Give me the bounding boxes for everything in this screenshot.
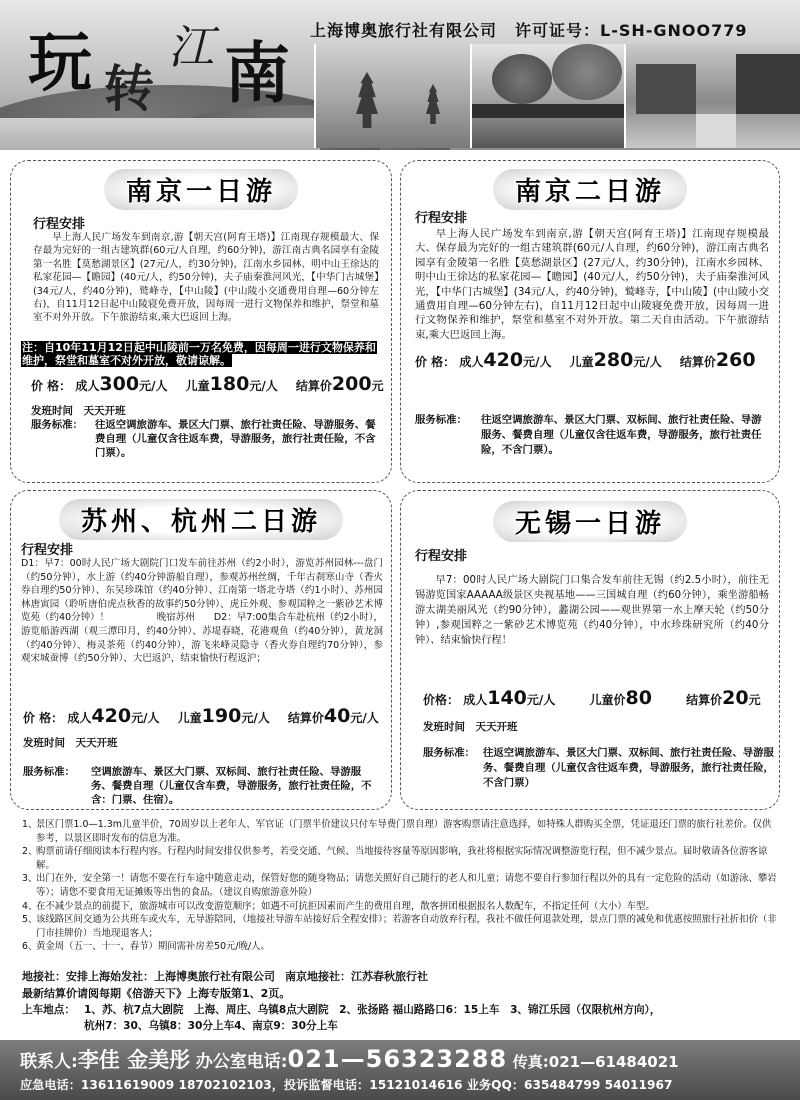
- contact-footer: [0, 1040, 800, 1100]
- terms-item: 4、 在不减少景点的前提下，旅游城市可以改变游览顺序；如遇不可抗拒因素而产生的费用自理，散客拼团根据报名人数配车，不指定任何（大小）车型。: [22, 900, 655, 912]
- price-row: 价 格： 成人420元/人 儿童190元/人 结算价40元/人: [23, 705, 379, 727]
- adult-price: 300: [99, 373, 140, 395]
- settle-price: 20: [722, 687, 749, 709]
- departure-time: 发班时间 天天开班: [23, 737, 118, 749]
- photo-water-town-trees: [470, 44, 624, 148]
- office-phone: 021—56323288: [287, 1045, 508, 1073]
- panel-title: 苏州、杭州二日游: [59, 499, 343, 540]
- logo-char: 转: [104, 59, 154, 118]
- terms-item: 2、 购票前请仔细阅读本行程内容。行程内时间安排仅供参考，若受交通、气候、当地接待容量等原因影响，我社将根据实际情况调整游览行程，但不减少景点。届时敬请各位游客谅解。: [22, 846, 768, 871]
- header-banner: [0, 0, 800, 150]
- child-price: 80: [625, 687, 652, 709]
- terms-item: 6、 黄金周（五一、十一、春节）期间需补房差50元/晚/人。: [22, 941, 270, 953]
- magazine-note: 最新结算价请阅每期《倍游天下》上海专版第1、2页。: [22, 987, 291, 1000]
- price-row: 价 格： 成人300元/人 儿童180元/人 结算价200元: [31, 373, 384, 395]
- section-heading: 行程安排: [21, 543, 74, 558]
- photo-lake-pagoda: [314, 44, 470, 148]
- departure-time: 发班时间 天天开班: [31, 405, 126, 417]
- terms-item: 5、 该线路区间交通为公共班车或火车，无导游陪同，（地接社导游车站接好后全程安排）；若游客自动放弃行程，我社不做任何退款处理，景点门票的减免和优惠按照旅行社折扣价（非门市挂牌价）当地现退客人；: [22, 914, 777, 939]
- logo-char: 南: [224, 34, 290, 112]
- panel-title: 无锡一日游: [493, 501, 687, 542]
- emergency-contacts: 应急电话：13611619009 18702102103，投诉监督电话：15121014616 业务QQ：635484799 54011967: [20, 1078, 673, 1092]
- section-heading: 行程安排: [33, 217, 86, 232]
- settle-price: 260: [715, 349, 756, 371]
- fax-number: 传真:021—61484021: [512, 1053, 679, 1071]
- departure-time: 发班时间 天天开班: [423, 721, 518, 733]
- itinerary-text: 早上海人民广场发车到南京,游【朝天宫(阿育王塔)】江南现存规模最大、保存最为完好的一组古建筑群(60元/人自理，约60分钟)，游江南古典名园享有金陵第一名胜【莫愁湖景区】(27元/人，约30分钟)，江南水乡园林、明中山王徐达的私家花园—【瞻园】(40元/人，约50分钟)，夫子庙秦淮河风光，【中华门古城堡】(34元/人，约40分钟)，鹫峰寺，【中山陵】(中山陵小交通费用自理—60分钟左右)，自11月12日起中山陵寝免费开放，因每周一进行文物保养和维护，祭堂和墓室不对外开放。下午旅游结束,乘大巴返回上海。: [33, 232, 379, 324]
- adult-price: 420: [91, 705, 132, 727]
- logo-char: 江: [168, 20, 214, 74]
- ground-agencies: 地接社：安排上海始发社：上海博奥旅行社有限公司 南京地接社：江苏春秋旅行社: [22, 970, 428, 983]
- notice-text: 注：自10年11月12日起中山陵前一万名免费，因每周一进行文物保养和维护，祭堂和墓室不对外开放，敬请谅解。: [22, 341, 376, 367]
- tour-panel-suzhou-hangzhou-2day: 苏州、杭州二日游 行程安排 D1：早7：00时人民广场大剧院门口发车前往苏州（约2小时），游览苏州园林---盘门（约50分钟），水上游（约40分钟游船自理），参观苏州丝绸，千年古刹寒山寺（香火券自理约50分钟）、东吴珍珠馆（约40分钟）、江南第一塔北寺塔（约1小时）、苏州园林唐寅园（聆听唐伯虎点秋香的故事约50分钟）、虎丘外观、参观国粹之一紫砂艺术博览苑（约40分钟）！ 晚宿苏州 D2：早7:00集合车赴杭州（约2小时），游览船游西湖（观三潭印月，约40分钟）、苏堤春晓，花港观鱼（约40分钟），黄龙洞（约40分钟）、梅灵茶苑（约40分钟），游飞来峰灵隐寺（香火券自理约70分钟），参观宋城蚕博（约50分钟）、大巴返沪，结束愉快行程返沪； 价 格： 成人420元/人 儿童190元/人 结算价40元/人 发班时间 天天开班 服务标准： 空调旅游车、景区大门票、双标间、旅行社责任险、导游服务、餐费自理（儿童仅含车费，导游服务，旅行社责任险，不含：门票、住宿）。: [10, 490, 392, 810]
- contact-names: 李佳 金美彤: [77, 1048, 191, 1072]
- tour-panel-nanjing-2day: 南京二日游 行程安排 早上海人民广场发车到南京,游【朝天宫(阿育王塔)】江南现存规模最大、保存最为完好的一组古建筑群(60元/人自理，约60分钟)，游江南古典名园享有金陵第一名胜【莫愁湖景区】(27元/人，约30分钟)，江南水乡园林、明中山王徐达的私家花园—【瞻园】(40元/人，约50分钟)，夫子庙秦淮河风光，【中华门古城堡】(34元/人，约40分钟)，鹫峰寺，【中山陵】(中山陵小交通费用自理—60分钟左右)，自11月12日起中山陵寝免费开放，因每周一进行文物保养和维护，祭堂和墓室不对外开放。第二天自由活动。下午旅游结束,乘大巴返回上海。 价 格： 成人420元/人 儿童280元/人 结算价260 服务标准： 往返空调旅游车、景区大门票、双标间、旅行社责任险、导游服务、餐费自理（儿童仅含往返车费，导游服务，旅行社责任险，不含门票）。: [400, 160, 780, 483]
- pagoda-icon: [426, 84, 440, 124]
- section-heading: 行程安排: [415, 549, 468, 564]
- price-row: 价 格： 成人420元/人 儿童280元/人 结算价260: [415, 349, 756, 371]
- terms-item: 3、 出门在外，安全第一！请您不要在行车途中随意走动，保管好您的随身物品；请您关照好自己随行的老人和儿童；请您不要自行参加行程以外的具有一定危险的活动（如游泳、攀岩等）；请您不要食用无证摊贩等出售的食品。（建议自购旅游意外险）: [22, 873, 777, 898]
- itinerary-text: D1：早7：00时人民广场大剧院门口发车前往苏州（约2小时），游览苏州园林---盘门（约50分钟），水上游（约40分钟游船自理），参观苏州丝绸，千年古刹寒山寺（香火券自理约50分钟）、东吴珍珠馆（约40分钟）、江南第一塔北寺塔（约1小时）、苏州园林唐寅园（聆听唐伯虎点秋香的故事约50分钟）、虎丘外观、参观国粹之一紫砂艺术博览苑（约40分钟）！ 晚宿苏州 D2：早7:00集合车赴杭州（约2小时），游览船游西湖（观三潭印月，约40分钟）、苏堤春晓，花港观鱼（约40分钟），黄龙洞（约40分钟）、梅灵茶苑（约40分钟），游飞来峰灵隐寺（香火券自理约70分钟），参观宋城蚕博（约50分钟）、大巴返沪，结束愉快行程返沪；: [21, 558, 383, 665]
- panel-title: 南京二日游: [493, 169, 687, 210]
- photo-canal-houses: [624, 44, 800, 148]
- logo: [28, 20, 318, 124]
- terms-item: 1、 景区门票1.0—1.3m儿童半价，70周岁以上老年人、军官证（门票半价建议只付车导费门票自理）游客购票请注意选择，如特殊人群购买全票，凭证退还门票的旅行社差价。仅供参考，以景区即时发布的信息为准。: [22, 819, 772, 844]
- pagoda-icon: [356, 72, 378, 128]
- company-name: 上海博奥旅行社有限公司 许可证号：L-SH-GNOO779: [310, 21, 748, 40]
- settle-price: 40: [323, 705, 351, 727]
- child-price: 280: [593, 349, 634, 371]
- itinerary-text: 早上海人民广场发车到南京,游【朝天宫(阿育王塔)】江南现存规模最大、保存最为完好的一组古建筑群(60元/人自理，约60分钟)，游江南古典名园享有金陵第一名胜【莫愁湖景区】(27元/人，约30分钟)，江南水乡园林、明中山王徐达的私家花园—【瞻园】(40元/人，约50分钟)，夫子庙秦淮河风光，【中华门古城堡】(34元/人，约40分钟)，鹫峰寺，【中山陵】(中山陵小交通费用自理—60分钟左右)，自11月12日起中山陵寝免费开放，因每周一进行文物保养和维护，祭堂和墓室不对外开放。第二天自由活动。下午旅游结束,乘大巴返回上海。: [415, 228, 769, 341]
- contact-line: 联系人:李佳 金美彤 办公室电话:021—56323288 传真:021—61484021: [20, 1045, 679, 1073]
- adult-price: 420: [483, 349, 524, 371]
- price-row: 价格： 成人140元/人 儿童价80 结算价20元: [423, 687, 761, 709]
- logo-char: 玩: [28, 26, 92, 101]
- tour-panel-wuxi-1day: 无锡一日游 行程安排 早7：00时人民广场大剧院门口集合发车前往无锡（约2.5小时），前往无锡游览国家AAAAA级景区央视基地——三国城自理（约60分钟），乘坐游船畅游太湖美丽风光（约90分钟），蠡湖公园——观世界第一水上摩天轮（约50分钟）,参观国粹之一紫砂艺术博览苑（约40分钟），中水珍珠研究所（约40分钟）、结束愉快行程！ 价格： 成人140元/人 儿童价80 结算价20元 发班时间 天天开班 服务标准： 往返空调旅游车、景区大门票、双标间、旅行社责任险、导游服务、餐费自理（儿童仅含往返车费，导游服务，旅行社责任险，不含门票）: [400, 490, 780, 810]
- section-heading: 行程安排: [415, 211, 468, 226]
- adult-price: 140: [487, 687, 527, 709]
- child-price: 180: [209, 373, 250, 395]
- child-price: 190: [201, 705, 242, 727]
- license-number: 许可证号：L-SH-GNOO779: [515, 21, 748, 40]
- itinerary-text: 早7：00时人民广场大剧院门口集合发车前往无锡（约2.5小时），前往无锡游览国家AAAAA级景区央视基地——三国城自理（约60分钟），乘坐游船畅游太湖美丽风光（约90分钟），蠡湖公园——观世界第一水上摩天轮（约50分钟）,参观国粹之一紫砂艺术博览苑（约40分钟），中水珍珠研究所（约40分钟）、结束愉快行程！: [415, 575, 769, 646]
- terms-list: [22, 818, 780, 954]
- tour-panel-nanjing-1day: 南京一日游 行程安排 早上海人民广场发车到南京,游【朝天宫(阿育王塔)】江南现存规模最大、保存最为完好的一组古建筑群(60元/人自理，约60分钟)，游江南古典名园享有金陵第一名胜【莫愁湖景区】(27元/人，约30分钟)，江南水乡园林、明中山王徐达的私家花园—【瞻园】(40元/人，约50分钟)，夫子庙秦淮河风光，【中华门古城堡】(34元/人，约40分钟)，鹫峰寺，【中山陵】(中山陵小交通费用自理—60分钟左右)，自11月12日起中山陵寝免费开放，因每周一进行文物保养和维护，祭堂和墓室不对外开放。下午旅游结束,乘大巴返回上海。 注：自10年11月12日起中山陵前一万名免费，因每周一进行文物保养和维护，祭堂和墓室不对外开放，敬请谅解。 价 格： 成人300元/人 儿童180元/人 结算价200元 发班时间 天天开班 服务标准： 往返空调旅游车、景区大门票、旅行社责任险、导游服务、餐费自理（儿童仅含往返车费，导游服务，旅行社责任险，不含门票）。: [10, 160, 392, 483]
- settle-price: 200: [331, 373, 372, 395]
- panel-title: 南京一日游: [104, 169, 298, 210]
